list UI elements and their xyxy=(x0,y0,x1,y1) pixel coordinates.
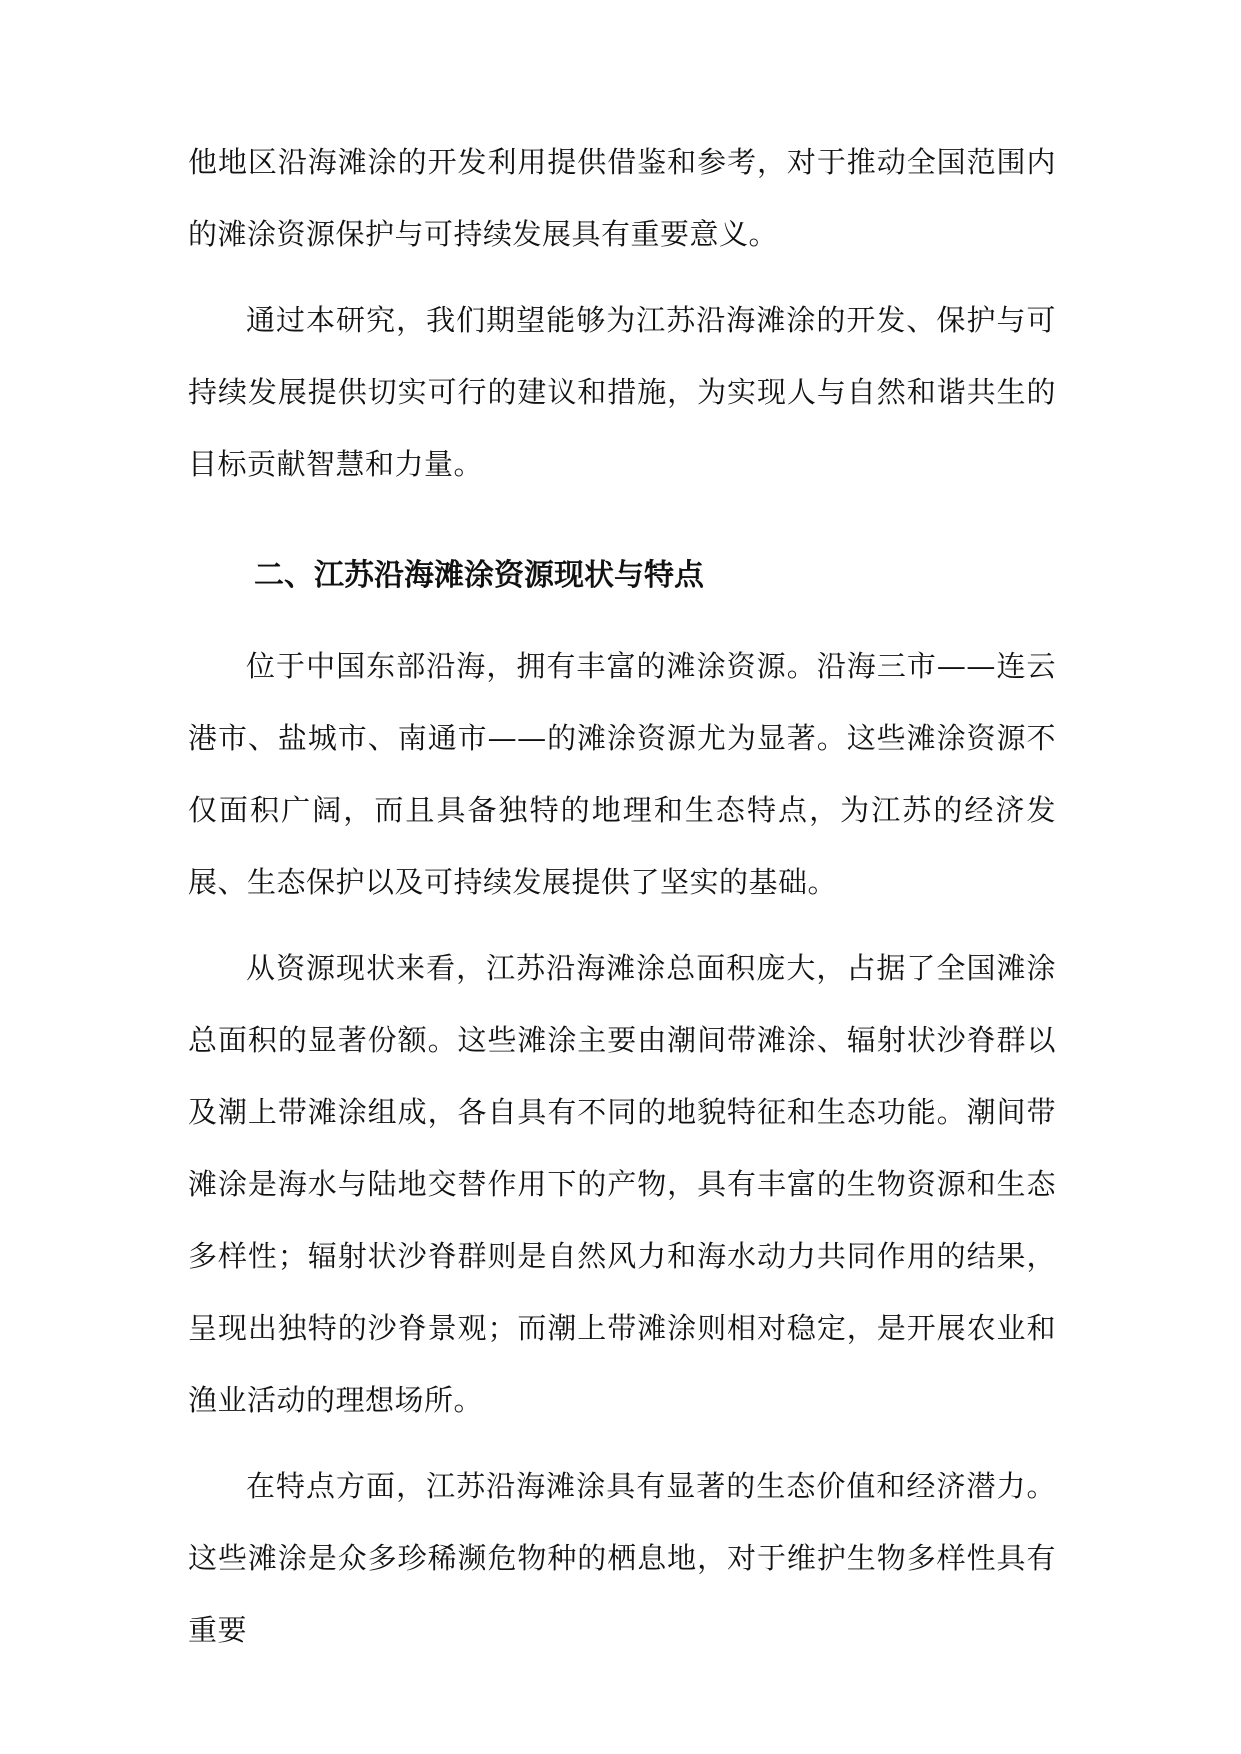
paragraph-continuation: 他地区沿海滩涂的开发利用提供借鉴和参考，对于推动全国范围内的滩涂资源保护与可持续发展具有重要意义。 xyxy=(188,145,1056,251)
section-heading: 二、江苏沿海滩涂资源现状与特点 xyxy=(254,558,704,593)
paragraph-research-goal: 通过本研究，我们期望能够为江苏沿海滩涂的开发、保护与可持续发展提供切实可行的建议和措施，为实现人与自然和谐共生的目标贡献智慧和力量。 xyxy=(188,303,1056,481)
paragraph-resource-status: 从资源现状来看，江苏沿海滩涂总面积庞大，占据了全国滩涂总面积的显著份额。这些滩涂主要由潮间带滩涂、辐射状沙脊群以及潮上带滩涂组成，各自具有不同的地貌特征和生态功能。潮间带滩涂是海水与陆地交替作用下的产物，具有丰富的生物资源和生态多样性；辐射状沙脊群则是自然风力和海水动力共同作用的结果，呈现出独特的沙脊景观；而潮上带滩涂则相对稳定，是开展农业和渔业活动的理想场所。 xyxy=(188,951,1056,1417)
document-page xyxy=(188,126,1056,1666)
paragraph-characteristics: 在特点方面，江苏沿海滩涂具有显著的生态价值和经济潜力。这些滩涂是众多珍稀濒危物种的栖息地，对于维护生物多样性具有重要 xyxy=(188,1469,1056,1647)
paragraph-location: 位于中国东部沿海，拥有丰富的滩涂资源。沿海三市——连云港市、盐城市、南通市——的滩涂资源尤为显著。这些滩涂资源不仅面积广阔，而且具备独特的地理和生态特点，为江苏的经济发展、生态保护以及可持续发展提供了坚实的基础。 xyxy=(188,649,1056,899)
